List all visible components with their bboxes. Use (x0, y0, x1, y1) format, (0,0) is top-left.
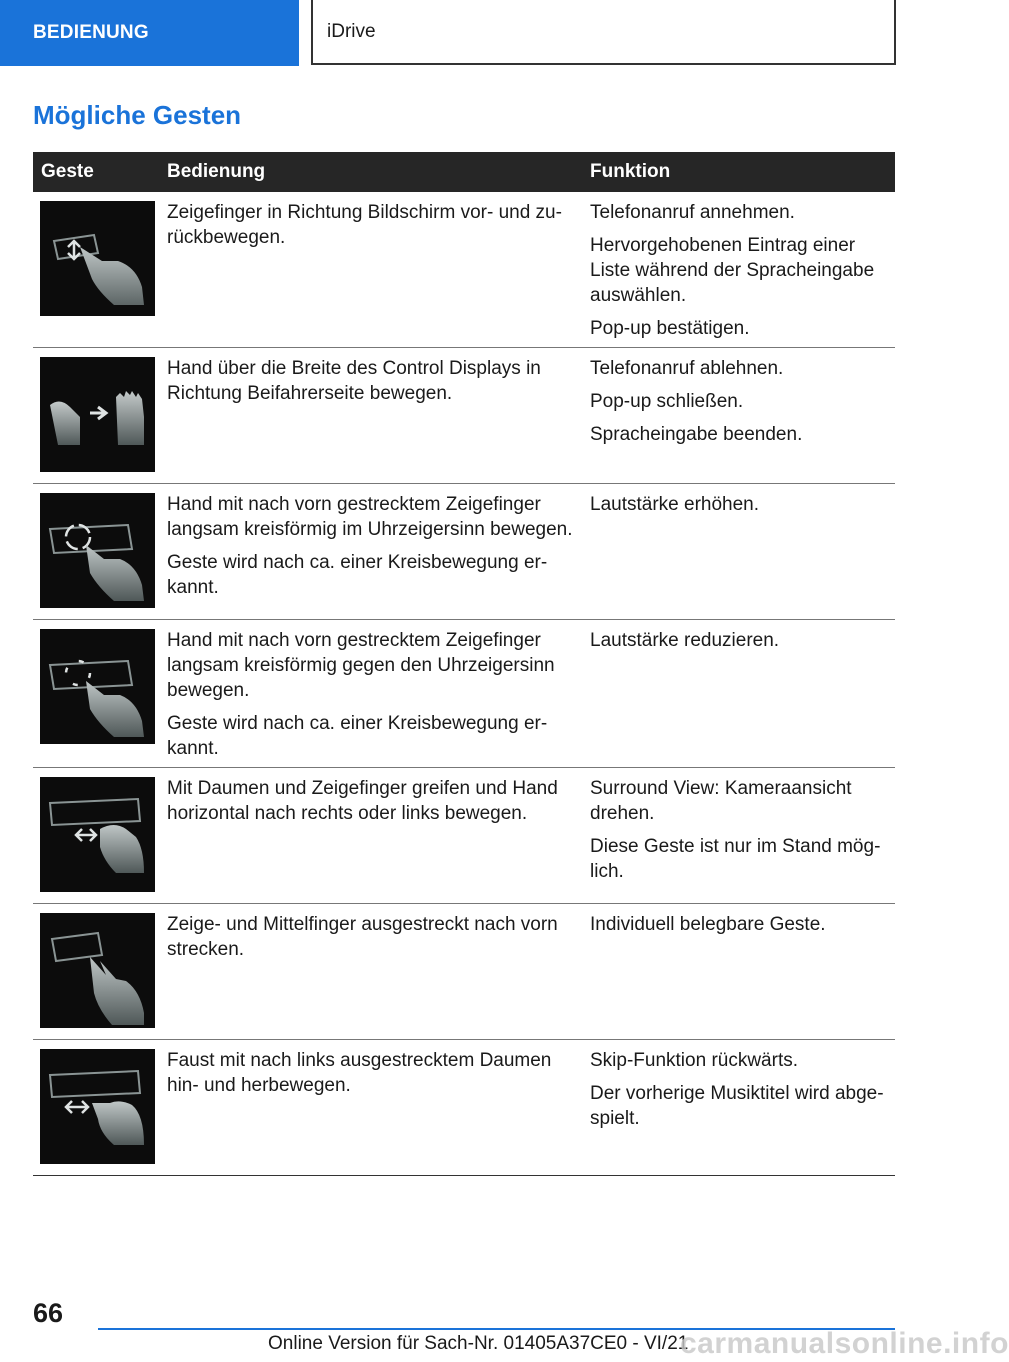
table-row (33, 620, 895, 768)
two-finger-point-gesture-icon (40, 913, 155, 1028)
online-version-note: Online Version für Sach-Nr. 01405A37CE0 - VI/21 (268, 1333, 689, 1354)
operation-text: Hand mit nach vorn gestrecktem Zeigefinger langsam kreisförmig im Uhrzeigersinn bewegen. (167, 494, 573, 540)
operation-text: Zeigefinger in Richtung Bildschirm vor- und zu-rückbewegen. (167, 202, 562, 248)
table-row (33, 1040, 895, 1176)
function-text: Diese Geste ist nur im Stand mög-lich. (590, 836, 881, 882)
function-text: Telefonanruf ablehnen. (590, 358, 784, 379)
watermark: carmanualsonline.info (680, 1327, 1009, 1360)
column-header-gesture: Geste (33, 152, 159, 192)
chapter-tab: iDrive (311, 0, 896, 65)
table-row (33, 192, 895, 348)
operation-text: Zeige- und Mittelfinger ausgestreckt nach vorn strecken. (167, 914, 558, 960)
circle-clockwise-gesture-icon (40, 493, 155, 608)
function-text: Surround View: Kameraansicht drehen. (590, 778, 852, 824)
pinch-move-horizontal-gesture-icon (40, 777, 155, 892)
table-row (33, 348, 895, 484)
table-header-row (33, 152, 895, 192)
column-header-operation: Bedienung (159, 152, 582, 192)
function-text: Pop-up bestätigen. (590, 318, 750, 339)
operation-text: Faust mit nach links ausgestrecktem Daumen hin- und herbewegen. (167, 1050, 552, 1096)
function-text: Pop-up schließen. (590, 391, 744, 412)
function-text: Telefonanruf annehmen. (590, 202, 795, 223)
page-number: 66 (33, 1298, 64, 1328)
operation-text: Hand mit nach vorn gestrecktem Zeigefinger langsam kreisförmig gegen den Uhrzeigersinn bewegen. (167, 630, 555, 701)
function-text: Hervorgehobenen Eintrag einer Liste während der Spracheingabe auswählen. (590, 235, 875, 306)
operation-text: Hand über die Breite des Control Displays in Richtung Beifahrerseite bewegen. (167, 358, 541, 404)
function-text: Lautstärke erhöhen. (590, 494, 760, 515)
circle-counterclockwise-gesture-icon (40, 629, 155, 744)
page-title: Mögliche Gesten (33, 100, 242, 130)
function-text: Spracheingabe beenden. (590, 424, 803, 445)
function-text: Lautstärke reduzieren. (590, 630, 780, 651)
function-text: Skip-Funktion rückwärts. (590, 1050, 799, 1071)
function-text: Der vorherige Musiktitel wird abge-spielt. (590, 1083, 884, 1129)
function-text: Individuell belegbare Geste. (590, 914, 826, 935)
operation-text: Geste wird nach ca. einer Kreisbewegung er-kannt. (167, 552, 548, 598)
section-tab: BEDIENUNG (0, 0, 299, 66)
operation-text: Geste wird nach ca. einer Kreisbewegung er-kannt. (167, 713, 548, 759)
table-row (33, 484, 895, 620)
table-row (33, 768, 895, 904)
gesture-table (33, 152, 895, 1176)
operation-text: Mit Daumen und Zeigefinger greifen und Hand horizontal nach rechts oder links bewegen. (167, 778, 558, 824)
column-header-function: Funktion (582, 152, 895, 192)
point-forward-back-gesture-icon (40, 201, 155, 316)
hand-swipe-right-gesture-icon (40, 357, 155, 472)
fist-thumb-left-gesture-icon (40, 1049, 155, 1164)
table-row (33, 904, 895, 1040)
